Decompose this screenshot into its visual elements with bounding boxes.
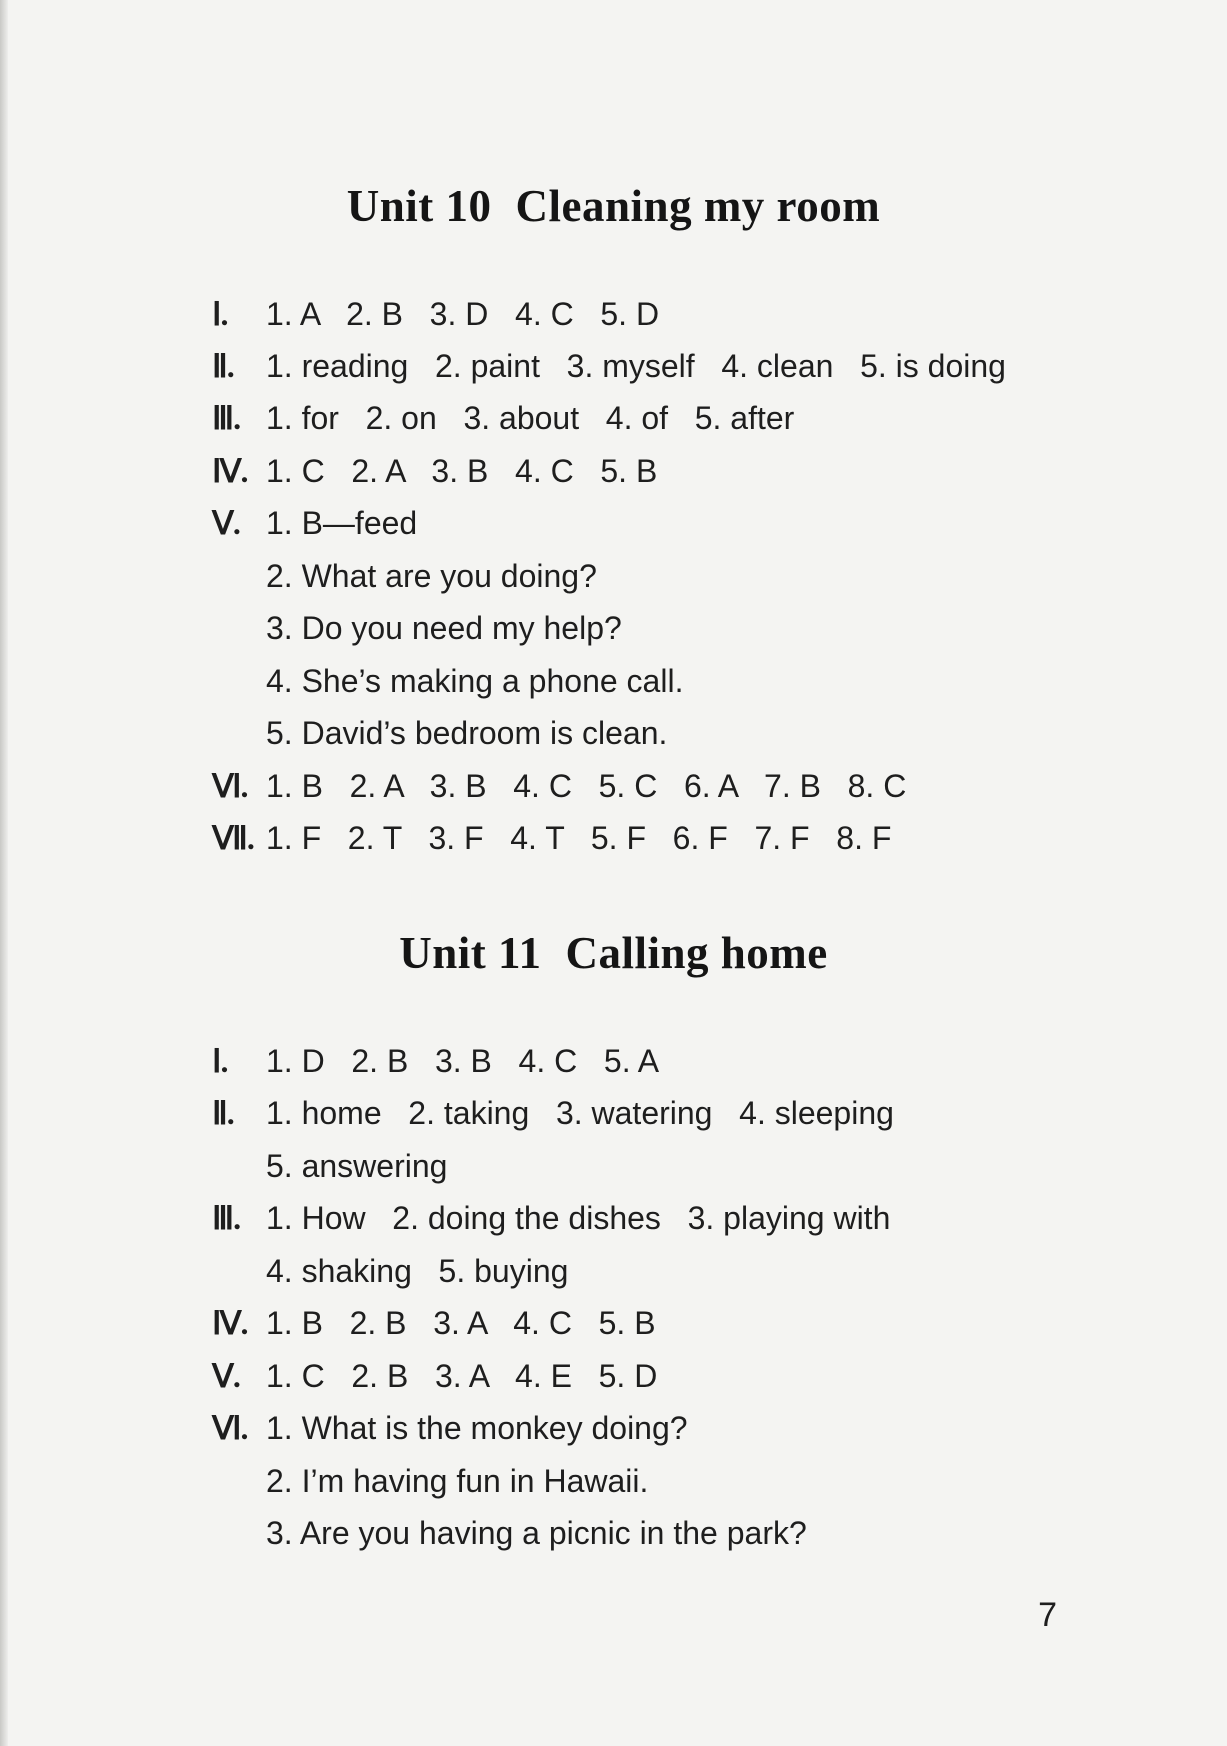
- answer-line: [266, 556, 597, 596]
- answer-text: 1. B 2. B 3. A 4. C 5. B: [266, 1305, 656, 1341]
- answer-line: [266, 608, 622, 648]
- section-number: Ⅰ.: [212, 296, 228, 332]
- section-number: Ⅵ.: [212, 768, 248, 804]
- section-number: Ⅰ.: [212, 1043, 228, 1079]
- unit-10-name: Cleaning my room: [515, 181, 881, 231]
- answer-text: 4. She’s making a phone call.: [266, 663, 684, 699]
- section-number: Ⅳ.: [212, 1305, 248, 1341]
- answer-text: 1. C 2. B 3. A 4. E 5. D: [266, 1358, 658, 1394]
- answer-line: [212, 1303, 656, 1343]
- answer-text: 3. Do you need my help?: [266, 610, 622, 646]
- section-number: Ⅴ.: [212, 1358, 240, 1394]
- page-number: 7: [1038, 1596, 1057, 1634]
- answer-line: [266, 1513, 807, 1553]
- page-scan-edge: [0, 0, 8, 1746]
- answer-line: [266, 661, 683, 701]
- answer-line: [266, 1251, 568, 1291]
- answer-text: 1. How 2. doing the dishes 3. playing with: [266, 1200, 891, 1236]
- section-number: Ⅲ.: [212, 1200, 241, 1236]
- answer-text: 1. D 2. B 3. B 4. C 5. A: [266, 1043, 660, 1079]
- answer-line: [212, 818, 891, 858]
- answer-text: 1. reading 2. paint 3. myself 4. clean 5. is doing: [266, 348, 1006, 384]
- unit-10-label: Unit 10: [346, 181, 492, 231]
- answer-line: [266, 1461, 648, 1501]
- answer-text: 5. answering: [266, 1148, 448, 1184]
- section-number: Ⅳ.: [212, 453, 248, 489]
- answer-text: 5. David’s bedroom is clean.: [266, 715, 668, 751]
- unit-11-title: [0, 927, 1227, 979]
- answer-line: [212, 1093, 894, 1133]
- answer-text: 1. C 2. A 3. B 4. C 5. B: [266, 453, 658, 489]
- section-number: Ⅱ.: [212, 1095, 234, 1131]
- answer-text: 1. B—feed: [266, 505, 418, 541]
- section-number: Ⅵ.: [212, 1410, 248, 1446]
- answer-text: 3. Are you having a picnic in the park?: [266, 1515, 807, 1551]
- answer-line: [212, 1198, 890, 1238]
- answer-line: [212, 503, 417, 543]
- answer-text: 1. home 2. taking 3. watering 4. sleeping: [266, 1095, 894, 1131]
- answer-text: 1. F 2. T 3. F 4. T 5. F 6. F 7. F 8. F: [266, 820, 892, 856]
- answer-line: [266, 1146, 447, 1186]
- answer-line: [212, 1041, 659, 1081]
- section-number: Ⅲ.: [212, 400, 241, 436]
- answer-text: 1. B 2. A 3. B 4. C 5. C 6. A 7. B 8. C: [266, 768, 907, 804]
- unit-11-label: Unit 11: [399, 928, 542, 978]
- answer-line: [212, 1408, 688, 1448]
- answer-line: [212, 451, 657, 491]
- answer-text: 1. A 2. B 3. D 4. C 5. D: [266, 296, 660, 332]
- answer-line: [212, 398, 794, 438]
- answer-line: [266, 713, 667, 753]
- unit-11-name: Calling home: [565, 928, 828, 978]
- answer-text: 4. shaking 5. buying: [266, 1253, 569, 1289]
- section-number: Ⅶ.: [212, 820, 254, 856]
- answer-text: 1. for 2. on 3. about 4. of 5. after: [266, 400, 795, 436]
- answer-line: [212, 766, 906, 806]
- answer-text: 2. What are you doing?: [266, 558, 597, 594]
- answer-text: 2. I’m having fun in Hawaii.: [266, 1463, 649, 1499]
- section-number: Ⅴ.: [212, 505, 240, 541]
- answer-line: [212, 294, 659, 334]
- answer-line: [212, 346, 1006, 386]
- answer-text: 1. What is the monkey doing?: [266, 1410, 688, 1446]
- section-number: Ⅱ.: [212, 348, 234, 384]
- answer-line: [212, 1356, 657, 1396]
- unit-10-title: [0, 180, 1227, 232]
